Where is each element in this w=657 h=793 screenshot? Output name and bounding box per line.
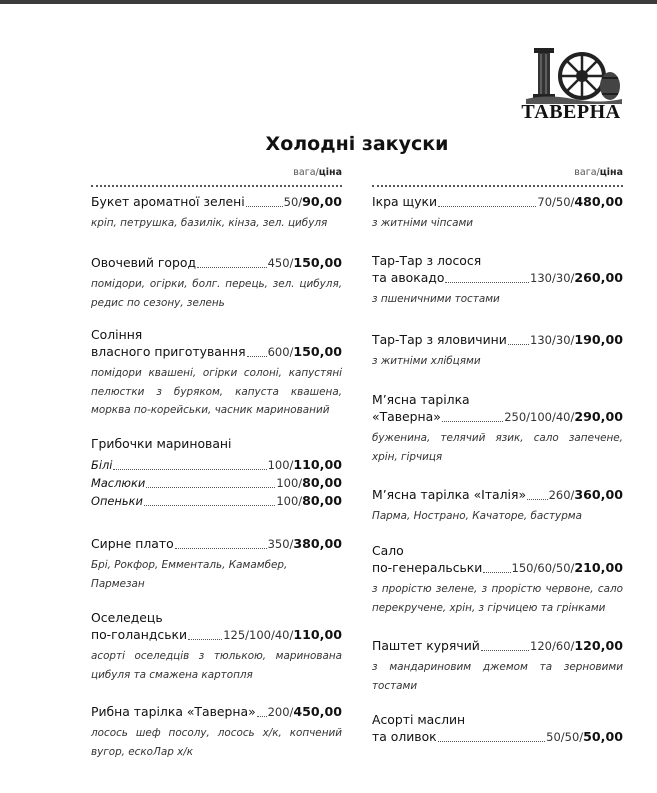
menu-item-hrybochky [91, 435, 342, 510]
right-column [372, 166, 623, 744]
item-description: з прорістю зелене, з прорістю червоне, сало перекручене, хрін, з гірчицею та грінками [372, 583, 623, 614]
item-weight: 150/60/50/ [511, 561, 575, 575]
item-price: 480,00 [574, 194, 623, 209]
item-price: 90,00 [302, 194, 342, 209]
item-name: Ікра щуки [372, 194, 438, 209]
item-name: Соління [91, 327, 143, 342]
item-price: 150,00 [293, 255, 342, 270]
item-weight: 100/ [276, 494, 303, 508]
price-group [530, 331, 623, 349]
item-description: буженина, телячий язик, сало запечене, хрін, гірчиця [372, 432, 623, 463]
price-group [223, 626, 342, 644]
column-header [91, 166, 342, 180]
item-line [372, 728, 623, 746]
item-name: Сало [372, 543, 404, 558]
logo-name: ТАВЕРНА [521, 101, 621, 123]
menu-item-ovochevyi-horod [91, 254, 342, 312]
menu-item-miasna-italia [372, 486, 623, 526]
item-description: з пшеничними тостами [372, 293, 500, 305]
item-name: Грибочки мариновані [91, 436, 232, 451]
price-group [268, 343, 342, 361]
item-description: Брі, Рокфор, Емменталь, Камамбер, Пармезан [91, 559, 288, 590]
item-weight: 50/50/ [546, 730, 584, 744]
dot-leader [144, 505, 275, 506]
item-weight: 70/50/ [537, 195, 575, 209]
item-line [372, 559, 623, 577]
item-price: 360,00 [574, 487, 623, 502]
item-weight: 50/ [283, 195, 303, 209]
item-price: 150,00 [293, 344, 342, 359]
menu-item-tartar-losos [372, 252, 623, 309]
item-line [91, 343, 342, 361]
item-name: Маслюки [91, 476, 146, 490]
price-group [276, 474, 342, 492]
item-weight: 120/60/ [530, 639, 575, 653]
item-name: та оливок [372, 729, 437, 744]
item-price: 50,00 [583, 729, 623, 744]
price-group [512, 559, 623, 577]
column-header-label: вага/ [293, 167, 319, 178]
dot-leader [197, 267, 267, 268]
item-description: з житніми чіпсами [372, 217, 474, 229]
sub-item-openky [91, 492, 342, 510]
menu-item-miasna-taverna [372, 391, 623, 466]
dot-leader [483, 572, 510, 573]
price-group [537, 193, 623, 211]
item-name: Рибна тарілка «Таверна» [91, 704, 256, 719]
item-name: Опеньки [91, 494, 143, 508]
dot-leader [527, 499, 548, 500]
item-price: 190,00 [574, 332, 623, 347]
item-line [372, 486, 623, 504]
item-description: з мандариновим джемом та зерновими тостами [372, 661, 623, 692]
logo-emblem-icon [518, 42, 624, 104]
item-description: кріп, петрушка, базилік, кінза, зел. цибуля [91, 217, 328, 229]
column-header-label: ціна [599, 167, 623, 178]
price-group [549, 486, 623, 504]
item-name: Асорті маслин [372, 712, 466, 727]
item-line [91, 193, 342, 211]
taverna-logo [518, 42, 624, 124]
dotted-divider [91, 185, 342, 187]
dot-leader [113, 469, 266, 470]
item-description: асорті оселедців з тюлькою, маринована цибуля та смажена картопля [91, 650, 342, 681]
item-name: «Таверна» [372, 409, 441, 424]
item-price: 80,00 [302, 475, 342, 490]
item-description: помідори, огірки, болг. перець, зел. цибуля, редис по сезону, зелень [91, 278, 342, 309]
price-group [268, 703, 342, 721]
sub-item-masliuky [91, 474, 342, 492]
dot-leader [481, 650, 529, 651]
item-weight: 130/30/ [530, 271, 575, 285]
item-price: 260,00 [574, 270, 623, 285]
price-group [530, 269, 623, 287]
dot-leader [442, 421, 503, 422]
item-weight: 260/ [548, 488, 575, 502]
dot-leader [246, 206, 283, 207]
dot-leader [247, 356, 267, 357]
sub-item-bili [91, 456, 342, 474]
item-price: 120,00 [574, 638, 623, 653]
menu-item-rybna-tarilka [91, 703, 342, 761]
item-weight: 450/ [267, 256, 294, 270]
item-weight: 125/100/40/ [223, 628, 294, 642]
menu-item-ikra-shchuky [372, 193, 623, 233]
price-group [268, 535, 342, 553]
item-name: Овочевий город [91, 255, 197, 270]
price-group [546, 728, 623, 746]
page-title: Холодні закуски [265, 133, 449, 155]
top-border [0, 0, 657, 4]
item-description: лосось шеф посолу, лосось х/к, копчений вугор, ескоЛар х/к [91, 727, 342, 758]
dotted-divider [372, 185, 623, 187]
dot-leader [188, 639, 222, 640]
menu-item-salo [372, 542, 623, 617]
item-weight: 350/ [267, 537, 294, 551]
item-name: Оселедець [91, 610, 163, 625]
item-weight: 100/ [267, 458, 294, 472]
item-name: Сирне плато [91, 536, 174, 551]
menu-item-solinnia [91, 326, 342, 420]
dot-leader [146, 487, 275, 488]
item-price: 210,00 [574, 560, 623, 575]
item-name: М’ясна тарілка [372, 392, 470, 407]
item-name: власного приготування [91, 344, 246, 359]
dot-leader [508, 344, 529, 345]
item-name: М’ясна тарілка «Італія» [372, 487, 527, 502]
item-line [91, 254, 342, 272]
dot-leader [175, 548, 267, 549]
menu-item-syrne-plato [91, 535, 342, 593]
price-group [284, 193, 342, 211]
item-price: 380,00 [293, 536, 342, 551]
item-price: 110,00 [293, 627, 342, 642]
item-name: Тар-Тар з лосося [372, 253, 482, 268]
dot-leader [445, 282, 529, 283]
item-price: 290,00 [574, 409, 623, 424]
item-name: та авокадо [372, 270, 445, 285]
menu-item-buket [91, 193, 342, 233]
item-price: 450,00 [293, 704, 342, 719]
item-line [372, 637, 623, 655]
item-name: Букет ароматної зелені [91, 194, 245, 209]
item-line [372, 408, 623, 426]
price-group [504, 408, 623, 426]
item-name: Білі [91, 458, 113, 472]
dot-leader [438, 206, 536, 207]
column-header-label: вага/ [574, 167, 600, 178]
dot-leader [438, 741, 545, 742]
item-name: Паштет курячий [372, 638, 480, 653]
item-line [372, 193, 623, 211]
item-line [91, 703, 342, 721]
price-group [268, 254, 342, 272]
item-weight: 100/ [276, 476, 303, 490]
menu-item-tartar-yalovychyna [372, 331, 623, 371]
item-weight: 250/100/40/ [504, 410, 575, 424]
item-weight: 130/30/ [530, 333, 575, 347]
price-group [276, 492, 342, 510]
item-weight: 600/ [267, 345, 294, 359]
item-description: помідори квашені, огірки солоні, капустяні пелюстки з буряком, капуста квашена, морква по-корейськи, часник маринований [91, 367, 342, 416]
menu-item-pashtet [372, 637, 623, 695]
item-price: 110,00 [293, 457, 342, 472]
item-name: по-генеральськи [372, 560, 483, 575]
price-group [268, 456, 342, 474]
menu-item-oseledets [91, 609, 342, 684]
item-line [372, 269, 623, 287]
item-line [91, 626, 342, 644]
item-description: Парма, Нострано, Качаторе, бастурма [372, 510, 582, 522]
item-line [372, 331, 623, 349]
item-line [91, 535, 342, 553]
item-description: з житніми хлібцями [372, 355, 481, 367]
column-header-label: ціна [318, 167, 342, 178]
dot-leader [257, 716, 267, 717]
column-header [372, 166, 623, 180]
item-name: Тар-Тар з яловичини [372, 332, 507, 347]
item-price: 80,00 [302, 493, 342, 508]
menu-item-olyvky [372, 711, 623, 746]
item-weight: 200/ [267, 705, 294, 719]
left-column [91, 166, 342, 758]
price-group [530, 637, 623, 655]
item-name: по-голандськи [91, 627, 188, 642]
